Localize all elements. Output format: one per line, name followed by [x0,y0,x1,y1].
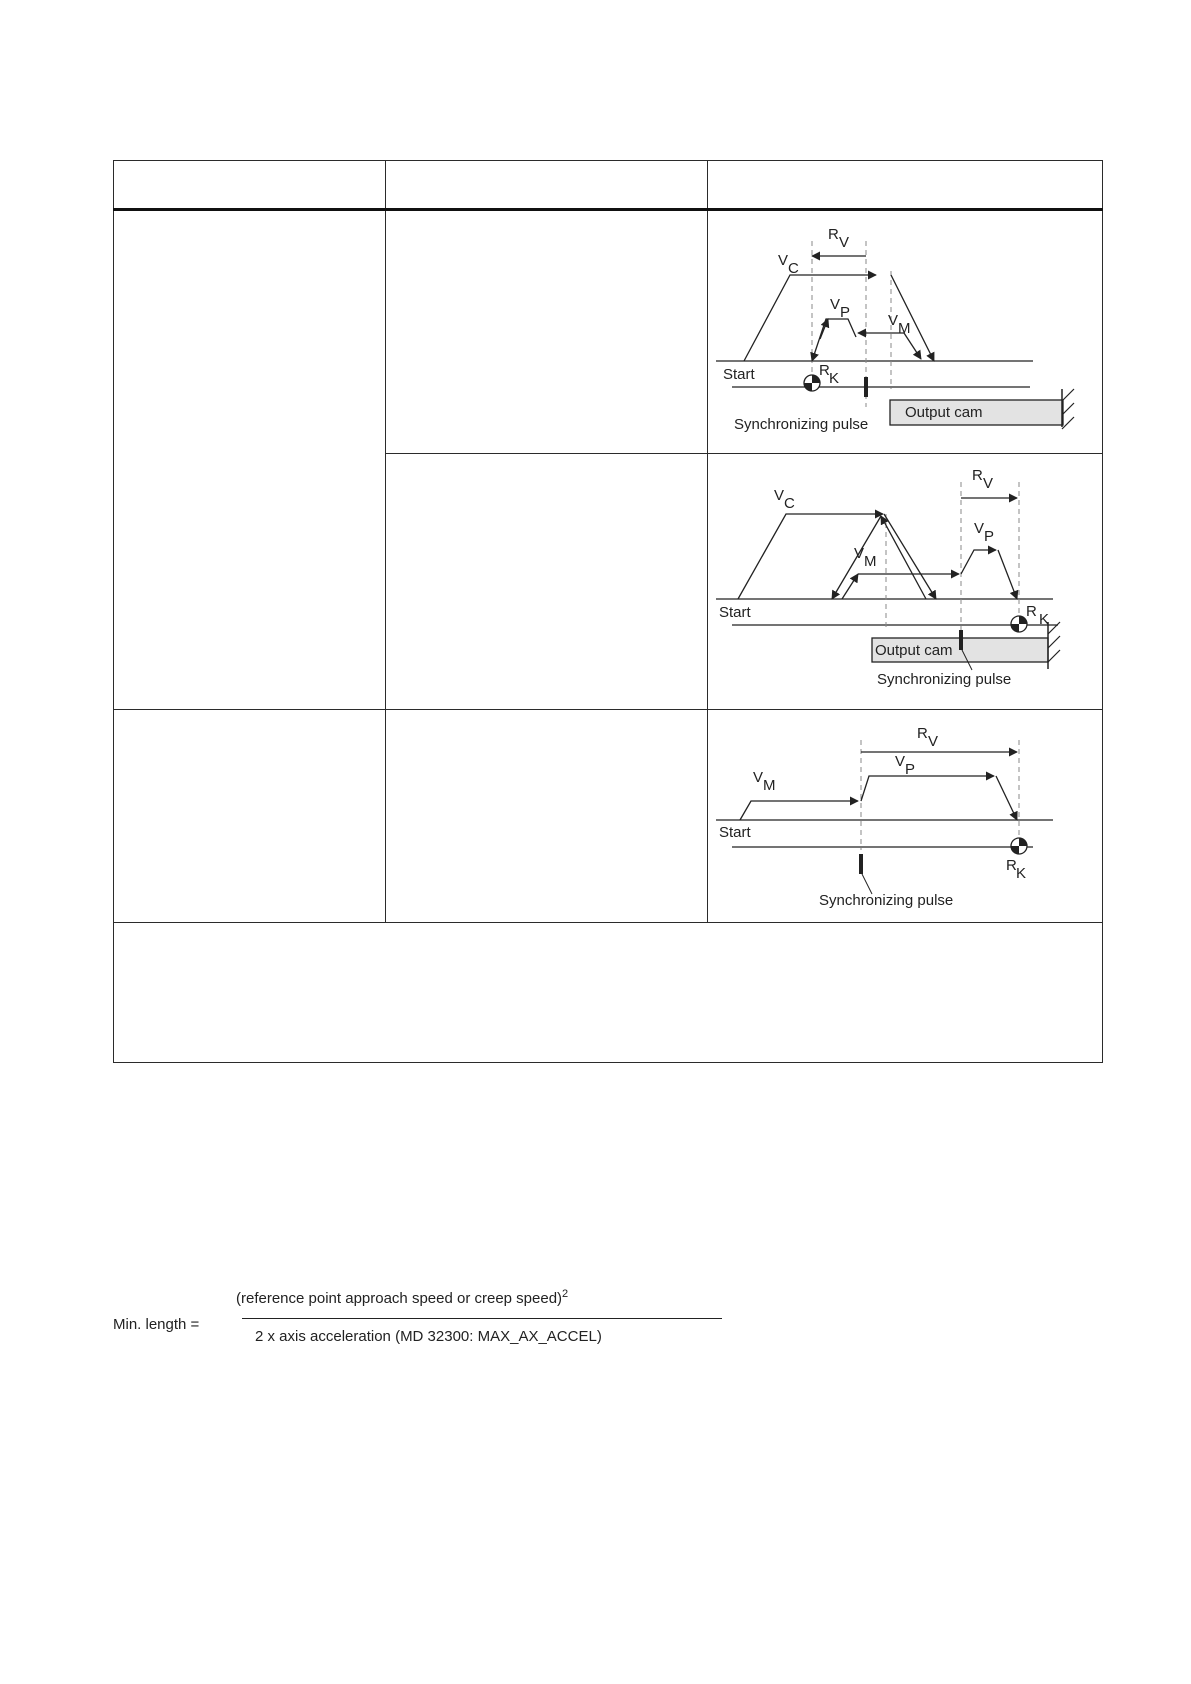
approach-diagram-1 [708,211,1102,453]
reference-point-marker [1011,616,1027,632]
mode-cell-2 [114,710,386,923]
vc-subscript: C [784,495,795,512]
vc-decel [884,514,936,599]
rk-label: R [819,362,830,379]
rv-label: R [917,725,928,742]
description-cell-1 [386,210,708,454]
vp-decel [996,776,1017,820]
sync-pulse-label: Synchronizing pulse [734,416,869,433]
fraction-bar [242,1318,722,1319]
sync-pulse-mark [959,630,963,650]
vm-label: V [854,545,865,562]
vp-profile [812,319,856,361]
vp-label: V [895,753,906,770]
rv-subscript: V [839,234,850,251]
sync-pulse-label: Synchronizing pulse [877,671,1012,688]
rv-subscript: V [928,733,939,750]
vm-subscript: M [898,320,911,337]
header-cell-1 [114,161,386,210]
sync-pulse-mark [864,377,868,397]
rk-label: R [1006,857,1017,874]
min-length-formula [113,1288,733,1358]
approach-diagram-2 [708,454,1102,709]
start-label: Start [723,366,755,383]
vp-subscript: P [840,304,851,321]
rk-subscript: K [829,370,840,387]
vm-up-1 [881,516,926,599]
vm-subscript: M [864,553,877,570]
figure-cell-1 [708,210,1103,454]
vp-profile [961,550,996,574]
rk-label: R [1026,603,1037,620]
table-header-row [114,161,1103,210]
start-label: Start [719,824,751,841]
reference-mode-table [113,160,1103,1063]
vm-profile [740,801,858,820]
formula-lhs: Min. length = [113,1316,200,1333]
output-cam-label: Output cam [875,642,953,659]
vp-label: V [830,296,841,313]
vc-label: V [774,487,785,504]
reference-point-marker [804,375,820,391]
description-cell-2 [386,454,708,710]
vm-label: V [888,312,899,329]
vp-decel [998,550,1017,599]
approach-diagram-3 [708,710,1102,922]
vp-subscript: P [984,528,995,545]
vp-subscript: P [905,761,916,778]
vc-label: V [778,252,789,269]
figure-cell-3 [708,710,1103,923]
notes-cell [114,923,1103,1063]
output-cam-label: Output cam [905,404,983,421]
sync-pulse-label: Synchronizing pulse [819,892,954,909]
vp-label: V [974,520,985,537]
table-row [114,210,1103,454]
vc-subscript: C [788,260,799,277]
formula-denominator: 2 x axis acceleration (MD 32300: MAX_AX_ACCEL) [255,1328,602,1345]
rv-label: R [828,226,839,243]
rk-subscript: K [1016,865,1027,882]
description-cell-3 [386,710,708,923]
mode-cell-1 [114,210,386,710]
header-cell-3 [708,161,1103,210]
figure-cell-2 [708,454,1103,710]
vp-start [820,319,828,339]
vc-profile [744,275,876,361]
sync-pulse-mark [859,854,863,874]
sync-pulse-leader [862,874,872,894]
reference-point-marker [1011,838,1027,854]
vm-label: V [753,769,764,786]
rv-subscript: V [983,475,994,492]
vm-subscript: M [763,777,776,794]
start-label: Start [719,604,751,621]
rk-subscript: K [1039,611,1050,628]
formula-exponent: 2 [562,1288,569,1300]
rv-label: R [972,467,983,484]
vp-profile [861,776,994,801]
header-cell-2 [386,161,708,210]
formula-numerator: (reference point approach speed or creep speed)$^2$ [236,1288,569,1307]
table-row [114,710,1103,923]
table-row [114,923,1103,1063]
